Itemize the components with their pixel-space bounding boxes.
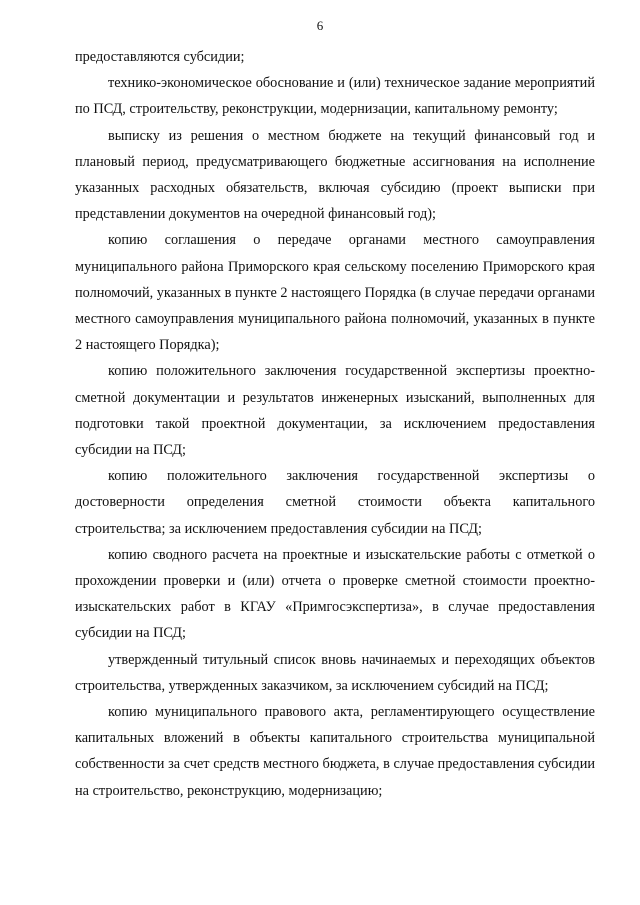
- paragraph-summary-calculation: копию сводного расчета на проектные и изыскательские работы с отметкой о прохождении проверки и (или) отчета о проверке сметной стоимости проектно-изыскательских работ в КГАУ «Примгосэкспертиза», в случае предоставления субсидии на ПСД;: [75, 546, 595, 642]
- document-body: [75, 44, 595, 804]
- paragraph-agreement-copy: копию соглашения о передаче органами местного самоуправления муниципального района Приморского края сельскому поселению Приморского края полномочий, указанных в пункте 2 настоящего Порядка (в случае передачи органами местного самоуправления муниципального района полномочий, указанных в пункте 2 настоящего Порядка);: [75, 232, 595, 354]
- paragraph-municipal-act: копию муниципального правового акта, регламентирующего осуществление капитальных вложений в объекты капитального строительства муниципальной собственности за счет средств местного бюджета, в случае предоставления субсидии на строительство, реконструкцию, модернизацию;: [75, 704, 595, 799]
- paragraph-feasibility-study: технико-экономическое обоснование и (или) техническое задание мероприятий по ПСД, строительству, реконструкции, модернизации, капитальному ремонту;: [75, 75, 595, 118]
- paragraph-cost-reliability: копию положительного заключения государственной экспертизы о достоверности определения сметной стоимости объекта капитального строительства; за исключением предоставления субсидии на ПСД;: [75, 468, 595, 537]
- paragraph-title-list: утвержденный титульный список вновь начинаемых и переходящих объектов строительства, утвержденных заказчиком, за исключением субсидий на ПСД;: [75, 651, 595, 694]
- paragraph-budget-extract: выписку из решения о местном бюджете на текущий финансовый год и плановый период, предусматривающего бюджетные ассигнования на исполнение указанных расходных обязательств, включая субсидию (проект выписки при представлении документов на очередной финансовый год);: [75, 127, 595, 223]
- paragraph-expertise-conclusion: копию положительного заключения государственной экспертизы проектно-сметной документации и результатов инженерных изысканий, выполненных для подготовки такой проектной документации, за исключением предоставления субсидии на ПСД;: [75, 363, 595, 459]
- paragraph-continuation: предоставляются субсидии;: [75, 49, 245, 65]
- page-number: 6: [316, 18, 324, 33]
